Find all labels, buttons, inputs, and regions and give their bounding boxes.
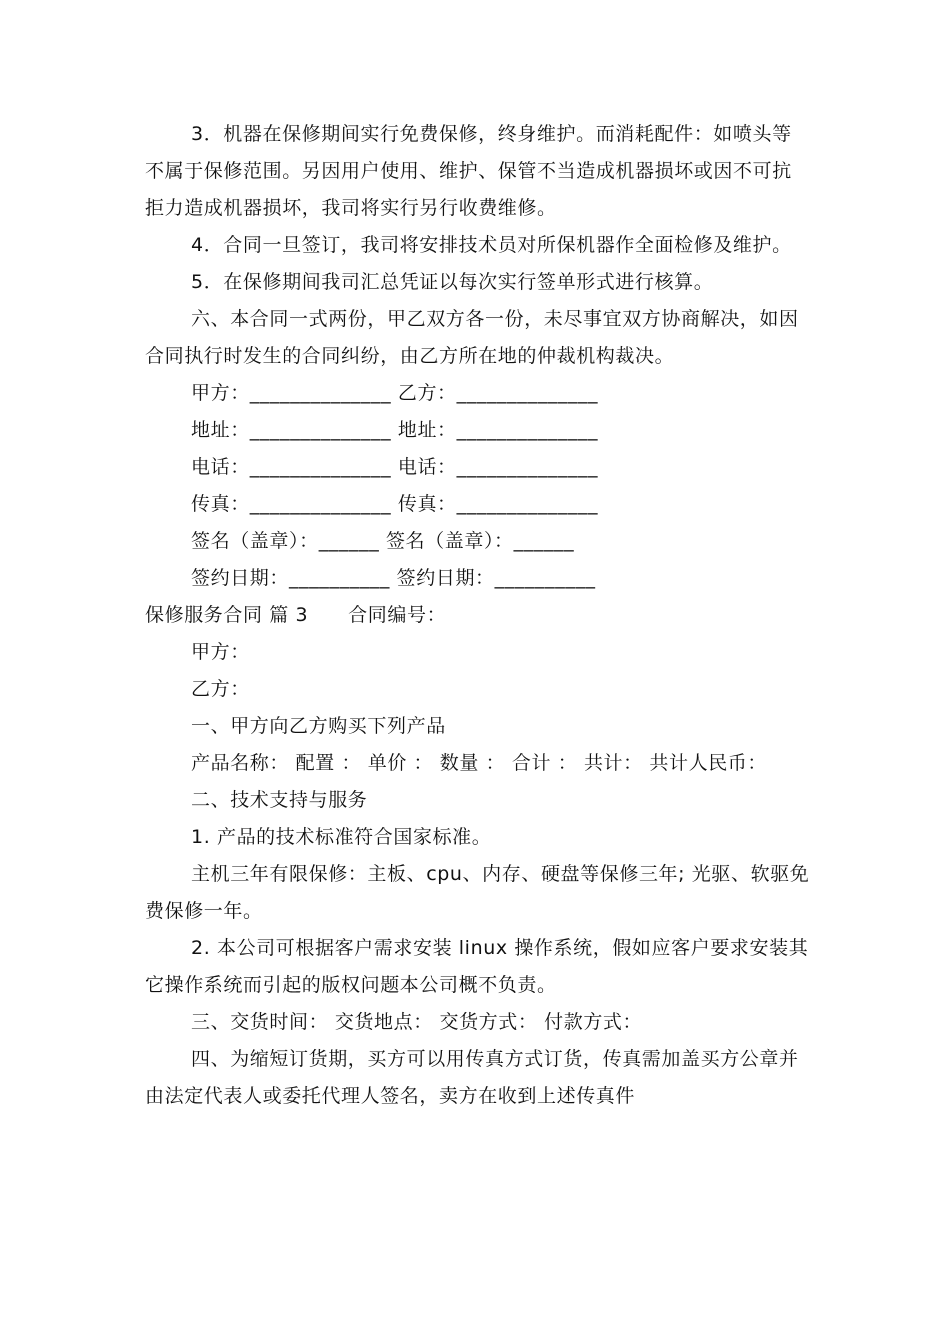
item-1: 一、甲方向乙方购买下列产品 xyxy=(191,715,446,737)
signature-row-phone xyxy=(145,449,810,486)
signature-row-party xyxy=(145,375,810,412)
signature-row-seal xyxy=(145,523,810,560)
party-a-line: 甲方： xyxy=(191,641,250,663)
party-b-line: 乙方： xyxy=(191,678,250,700)
party-a-date-field: 签约日期：__________ xyxy=(191,567,391,589)
party-b-fax-field: 传真：______________ xyxy=(397,493,599,515)
item-4: 四、为缩短订货期，买方可以用传真方式订货，传真需加盖买方公章并由法定代表人或委托代理人签名，卖方在收到上述传真件 xyxy=(145,1048,799,1107)
section-heading-row xyxy=(145,597,810,634)
clause-4: 4．合同一旦签订，我司将安排技术员对所保机器作全面检修及维护。 xyxy=(191,234,792,256)
contract-number-label: 合同编号： xyxy=(348,604,447,626)
document-body xyxy=(145,116,810,1115)
party-b-seal-field: 签名（盖章）：______ xyxy=(385,530,575,552)
clause-6: 六、本合同一式两份，甲乙双方各一份，未尽事宜双方协商解决，如因合同执行时发生的合同纠纷，由乙方所在地的仲裁机构裁决。 xyxy=(145,308,799,367)
signature-row-address xyxy=(145,412,810,449)
section-heading: 保修服务合同 篇 3 xyxy=(145,604,309,626)
party-a-fax-field: 传真：______________ xyxy=(191,493,392,515)
warranty-terms: 主机三年有限保修：主板、cpu、内存、硬盘等保修三年; 光驱、软驱免费保修一年。 xyxy=(145,863,810,922)
service-item-2: 2. 本公司可根据客户需求安装 linux 操作系统，假如应客户要求安装其它操作系统而引起的版权问题本公司概不负责。 xyxy=(145,937,809,996)
party-a-address-field: 地址：______________ xyxy=(191,419,392,441)
party-b-field: 乙方：______________ xyxy=(397,382,599,404)
item-3: 三、交货时间： 交货地点： 交货方式： 付款方式： xyxy=(191,1011,643,1033)
party-a-phone-field: 电话：______________ xyxy=(191,456,392,478)
clause-3: 3．机器在保修期间实行免费保修，终身维护。而消耗配件：如喷头等不属于保修范围。另因用户使用、维护、保管不当造成机器损坏或因不可抗拒力造成机器损坏，我司将实行另行收费维修。 xyxy=(145,123,792,219)
signature-row-date xyxy=(145,560,810,597)
clause-5: 5．在保修期间我司汇总凭证以每次实行签单形式进行核算。 xyxy=(191,271,714,293)
party-a-field: 甲方：______________ xyxy=(191,382,392,404)
party-b-phone-field: 电话：______________ xyxy=(397,456,599,478)
signature-row-fax xyxy=(145,486,810,523)
party-b-address-field: 地址：______________ xyxy=(397,419,599,441)
product-fields: 产品名称： 配置 ： 单价 ： 数量 ： 合计 ： 共计： 共计人民币： xyxy=(191,752,767,774)
party-b-date-field: 签约日期：__________ xyxy=(396,567,596,589)
party-a-seal-field: 签名（盖章）：______ xyxy=(191,530,380,552)
item-2: 二、技术支持与服务 xyxy=(191,789,368,811)
signature-block xyxy=(145,375,810,597)
service-item-1: 1. 产品的技术标准符合国家标准。 xyxy=(191,826,492,848)
